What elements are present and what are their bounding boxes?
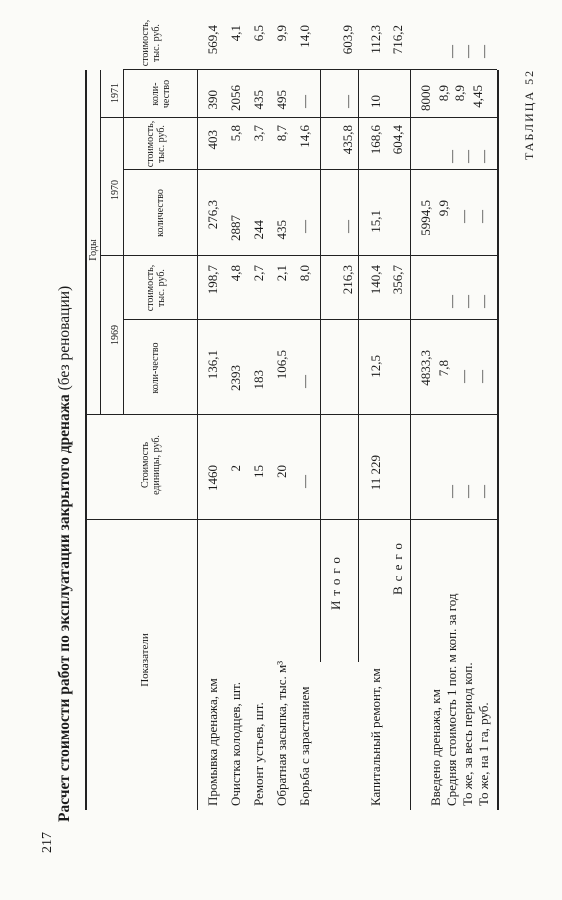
table-title (56, 286, 74, 822)
years-divider (100, 70, 101, 415)
header-cost-1970: стоимость, тыс. руб. (145, 120, 167, 168)
cell-unit: 1460 (205, 465, 220, 491)
cell-c70: 403 (205, 130, 220, 150)
cell-unit: — (444, 485, 459, 498)
cell-c69: 2,7 (251, 265, 266, 282)
cell-unit: 20 (274, 465, 289, 478)
row-label: Средняя стоимость 1 пог. м коп. за год (444, 593, 459, 806)
row-label: Промывка дренажа, км (205, 678, 220, 806)
cell-c71: 6,5 (251, 25, 266, 42)
cell-c70: — (476, 150, 491, 163)
header-year-1970: 1970 (110, 180, 121, 200)
cell-q70: 276,3 (205, 200, 220, 230)
cell-q70: 435 (274, 220, 289, 240)
cell-c70: 5,8 (228, 125, 243, 142)
capital-unit: 11 229 (368, 455, 383, 491)
row-label: Ремонт устьев, шт. (251, 702, 266, 806)
cell-q70: 244 (251, 220, 266, 240)
cell-c69: 2,1 (274, 265, 289, 282)
row-label: Введено дренажа, км (428, 689, 443, 806)
header-year-1969: 1969 (110, 325, 121, 345)
capital-c69: 140,4 (368, 265, 383, 295)
cell-q69: — (456, 370, 471, 383)
itogo-c71: 603,9 (340, 25, 355, 55)
vsego-label: Всего (390, 538, 405, 595)
cell-c71: 4,1 (228, 25, 243, 42)
itogo-q70: — (340, 220, 355, 233)
table-bottom-rule (497, 70, 499, 810)
vsego-divider (410, 70, 411, 810)
vsego-c71: 716,2 (390, 25, 405, 55)
cell-unit: — (460, 485, 475, 498)
cell-c70: 14,6 (297, 125, 312, 148)
cell-q69: 4833,3 (418, 350, 433, 386)
subtitle-text: (без реновации) (56, 285, 73, 391)
cell-c70: — (444, 150, 459, 163)
header-indicators: Показатели (139, 633, 151, 687)
cell-q71: 2056 (228, 85, 243, 111)
row-label: Борьба с зарастанием (297, 686, 312, 806)
cell-c69: — (460, 295, 475, 308)
cell-c71: — (460, 45, 475, 58)
capital-c71: 112,3 (368, 25, 383, 54)
cell-c70: 8,7 (274, 125, 289, 142)
header-qty-1970: количество (155, 189, 166, 237)
capital-divider (358, 70, 359, 662)
col-line-71-cost (123, 69, 497, 70)
cell-q71: 4,45 (470, 85, 485, 108)
header-qty-1969: коли-чество (150, 342, 161, 394)
header-unit-cost: Стоимость единицы, руб. (140, 435, 162, 495)
col-line-70-cost (123, 169, 497, 170)
capital-q71: 10 (368, 95, 383, 108)
cell-c69: — (476, 295, 491, 308)
itogo-divider (320, 70, 321, 662)
cell-q71: 8,9 (436, 85, 451, 102)
vsego-c70: 604,4 (390, 125, 405, 155)
col-line-unit (85, 414, 497, 415)
capital-q69: 12,5 (368, 355, 383, 378)
cell-q70: — (297, 220, 312, 233)
table-label: ТАБЛИЦА 52 (522, 68, 536, 160)
cell-q69: 136,1 (205, 350, 220, 380)
cell-c71: 9,9 (274, 25, 289, 42)
col-line-69-cost (123, 319, 497, 320)
cell-c70: 3,7 (251, 125, 266, 142)
row-label: То же, за весь период коп. (460, 662, 475, 806)
capital-c70: 168,6 (368, 125, 383, 155)
cell-c71: — (476, 45, 491, 58)
col-line-1970 (100, 255, 497, 256)
header-cost-1971: стоимость, тыс. руб. (140, 19, 162, 67)
cell-q69: 183 (251, 370, 266, 390)
cell-q70: 2887 (228, 215, 243, 241)
cell-q69: — (474, 370, 489, 383)
cell-c71: 14,0 (297, 25, 312, 48)
vsego-c69: 356,7 (390, 265, 405, 295)
cell-unit: 15 (251, 465, 266, 478)
row-label: Обратная засыпка, тыс. м³ (274, 660, 289, 806)
cell-q71: 8,9 (452, 85, 467, 102)
cell-q69: 7,8 (436, 360, 451, 377)
cell-unit: — (297, 475, 312, 488)
cell-c69: 4,8 (228, 265, 243, 282)
cell-unit: 2 (228, 465, 243, 472)
cell-q70: — (456, 210, 471, 223)
cell-q71: 435 (251, 90, 266, 110)
header-divider (197, 70, 198, 810)
cell-q69: 2393 (228, 365, 243, 391)
cell-q70: — (474, 210, 489, 223)
cell-q69: 106,5 (274, 350, 289, 380)
cell-q71: 390 (205, 90, 220, 110)
col-line-indicators (85, 519, 497, 520)
title-text: Расчет стоимости работ по эксплуатации закрытого дренажа (56, 394, 73, 822)
itogo-label: Итого (328, 552, 343, 610)
cell-q71: 495 (274, 90, 289, 110)
table-top-rule (85, 70, 87, 810)
cell-c70: — (460, 150, 475, 163)
cell-q70: 5994,5 (418, 200, 433, 236)
capital-label: Капитальный ремонт, км (368, 668, 383, 806)
header-years: Годы (88, 239, 99, 261)
cell-c69: — (444, 295, 459, 308)
header-cost-1969: стоимость, тыс. руб. (145, 264, 167, 312)
year-subdivider (123, 70, 124, 415)
header-year-1971: 1971 (110, 83, 121, 103)
cell-q69: — (297, 375, 312, 388)
cell-c69: 198,7 (205, 265, 220, 295)
row-label: Очистка колодцев, шт. (228, 681, 243, 806)
col-line-1971 (100, 117, 497, 118)
itogo-c70: 435,8 (340, 125, 355, 155)
capital-q70: 15,1 (368, 210, 383, 233)
itogo-c69: 216,3 (340, 265, 355, 295)
itogo-q71: — (340, 95, 355, 108)
cell-c71: — (444, 45, 459, 58)
cell-q70: 9,9 (436, 200, 451, 217)
cell-unit: — (476, 485, 491, 498)
cell-c69: 8,0 (297, 265, 312, 282)
page-number: 217 (40, 832, 55, 853)
cell-q71: — (297, 95, 312, 108)
row-label: То же, на 1 га, руб. (476, 702, 491, 806)
cell-c71: 569,4 (205, 25, 220, 55)
cell-q71: 8000 (418, 85, 433, 111)
header-qty-1971: коли-чество (150, 79, 172, 109)
